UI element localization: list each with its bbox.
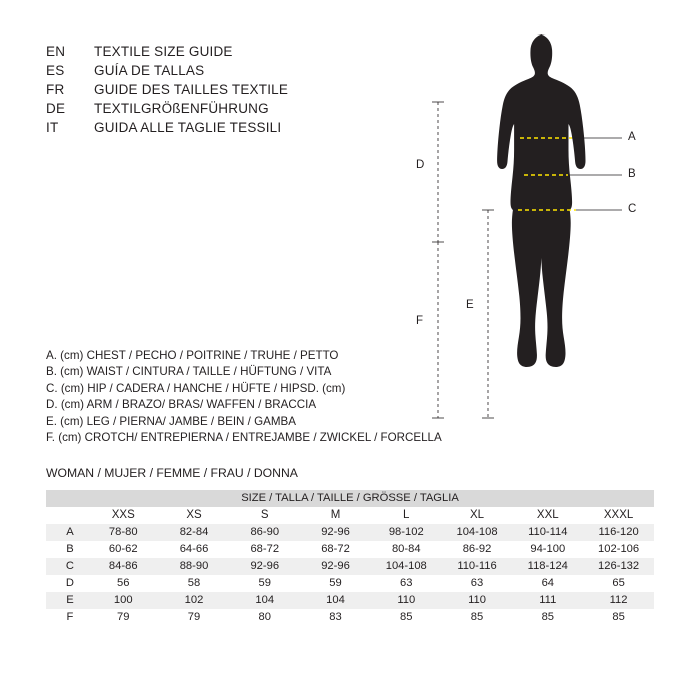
marker-label-d: D — [416, 159, 425, 171]
column-header-xxs: XXS — [88, 507, 159, 524]
cell-e-l: 110 — [397, 594, 416, 606]
table-row — [46, 575, 654, 592]
cell-d-xxxl: 65 — [612, 577, 625, 589]
marker-label-a: A — [628, 131, 636, 143]
size-table — [46, 490, 654, 626]
language-code: IT — [46, 120, 59, 135]
marker-label-f: F — [416, 315, 424, 327]
column-header-xxxl: XXXL — [583, 507, 654, 524]
cell-b-xxl: 94-100 — [530, 543, 566, 555]
legend-item-b: B. (cm) WAIST / CINTURA / TAILLE / HÜFTUNG / VITA — [46, 365, 332, 379]
measurement-legend — [46, 348, 476, 446]
cell-b-xxs: 60-62 — [108, 543, 138, 555]
cell-d-xxl: 64 — [541, 577, 555, 589]
female-body-silhouette — [497, 34, 585, 367]
cell-f-xxs: 79 — [117, 611, 130, 623]
cell-a-xxxl: 116-120 — [598, 526, 639, 538]
legend-item-d: D. (cm) ARM / BRAZO/ BRAS/ WAFFEN / BRACCIA — [46, 398, 317, 412]
language-code: FR — [46, 82, 65, 97]
cell-c-m: 92-96 — [321, 560, 350, 572]
table-row — [46, 609, 654, 626]
cell-a-xl: 104-108 — [456, 526, 498, 538]
language-code: ES — [46, 63, 65, 78]
cell-d-xs: 58 — [187, 577, 201, 589]
legend-item-f: F. (cm) CROTCH/ ENTREPIERNA / ENTREJAMBE / ZWICKEL / FORCELLA — [46, 431, 442, 445]
cell-f-m: 83 — [329, 611, 342, 623]
cell-c-xxs: 84-86 — [108, 560, 138, 572]
language-code: DE — [46, 101, 66, 116]
legend-item-e: E. (cm) LEG / PIERNA/ JAMBE / BEIN / GAMBA — [46, 414, 296, 428]
gender-heading: WOMAN / MUJER / FEMME / FRAU / DONNA — [46, 466, 298, 480]
cell-a-xxs: 78-80 — [108, 526, 138, 538]
language-title: GUÍA DE TALLAS — [94, 63, 205, 78]
cell-a-xs: 82-84 — [179, 526, 209, 538]
cell-e-xxl: 111 — [539, 594, 557, 606]
cell-a-xxl: 110-114 — [528, 526, 568, 538]
size-table-wrapper — [46, 490, 654, 626]
cell-e-xxxl: 112 — [609, 594, 628, 606]
table-size-header-cell: SIZE / TALLA / TAILLE / GRÖSSE / TAGLIA — [46, 490, 654, 507]
cell-c-s: 92-96 — [250, 560, 280, 572]
cell-d-xl: 63 — [470, 577, 484, 589]
table-row — [46, 558, 654, 575]
row-label-f: F — [66, 611, 74, 623]
cell-f-xxxl: 85 — [612, 611, 625, 623]
row-label-a: A — [66, 526, 74, 538]
cell-b-xs: 64-66 — [179, 543, 209, 555]
column-header-m: M — [300, 507, 371, 524]
cell-d-l: 63 — [400, 577, 413, 589]
marker-label-c: C — [628, 203, 637, 215]
cell-d-s: 59 — [258, 577, 271, 589]
marker-label-b: B — [628, 168, 636, 180]
cell-c-l: 104-108 — [385, 560, 427, 572]
marker-label-e: E — [466, 299, 474, 311]
language-title: GUIDA ALLE TAGLIE TESSILI — [94, 120, 282, 135]
row-label-e: E — [66, 594, 74, 606]
cell-f-xs: 79 — [187, 611, 201, 623]
cell-e-xs: 102 — [184, 594, 204, 606]
cell-e-s: 104 — [255, 594, 275, 606]
cell-f-s: 80 — [258, 611, 271, 623]
column-header-l: L — [371, 507, 442, 524]
cell-d-m: 59 — [329, 577, 342, 589]
row-label-d: D — [65, 577, 74, 589]
cell-a-s: 86-90 — [250, 526, 280, 538]
cell-b-xxxl: 102-106 — [598, 543, 640, 555]
row-label-b: B — [66, 543, 74, 555]
cell-a-m: 92-96 — [321, 526, 350, 538]
cell-a-l: 98-102 — [388, 526, 424, 538]
cell-e-m: 104 — [326, 594, 345, 606]
language-title: GUIDE DES TAILLES TEXTILE — [94, 82, 289, 97]
legend-item-a: A. (cm) CHEST / PECHO / POITRINE / TRUHE / PETTO — [46, 349, 339, 362]
table-corner-cell — [46, 507, 88, 524]
row-label-c: C — [65, 560, 74, 572]
language-title: TEXTILGRÖßENFÜHRUNG — [94, 101, 269, 116]
column-header-xl: XL — [442, 507, 513, 524]
language-code: EN — [46, 44, 66, 59]
cell-f-xl: 85 — [470, 611, 484, 623]
table-row — [46, 541, 654, 558]
table-column-header-row — [46, 507, 654, 524]
cell-b-xl: 86-92 — [462, 543, 492, 555]
cell-e-xxs: 100 — [113, 594, 133, 606]
cell-c-xl: 110-116 — [457, 560, 497, 572]
table-row — [46, 524, 654, 541]
column-header-s: S — [229, 507, 300, 524]
column-header-xxl: XXL — [512, 507, 583, 524]
cell-e-xl: 110 — [468, 594, 486, 606]
cell-c-xs: 88-90 — [179, 560, 209, 572]
cell-f-xxl: 85 — [541, 611, 555, 623]
cell-f-l: 85 — [400, 611, 413, 623]
table-row — [46, 592, 654, 609]
cell-c-xxl: 118-124 — [527, 560, 568, 572]
cell-d-xxs: 56 — [117, 577, 130, 589]
legend-item-c: C. (cm) HIP / CADERA / HANCHE / HÜFTE / HIPSD. (cm) — [46, 381, 346, 395]
table-size-header-row — [46, 490, 654, 507]
cell-b-m: 68-72 — [321, 543, 350, 555]
column-header-xs: XS — [159, 507, 230, 524]
cell-b-l: 80-84 — [391, 543, 421, 555]
cell-c-xxxl: 126-132 — [598, 560, 640, 572]
cell-b-s: 68-72 — [250, 543, 280, 555]
language-title: TEXTILE SIZE GUIDE — [94, 44, 233, 59]
